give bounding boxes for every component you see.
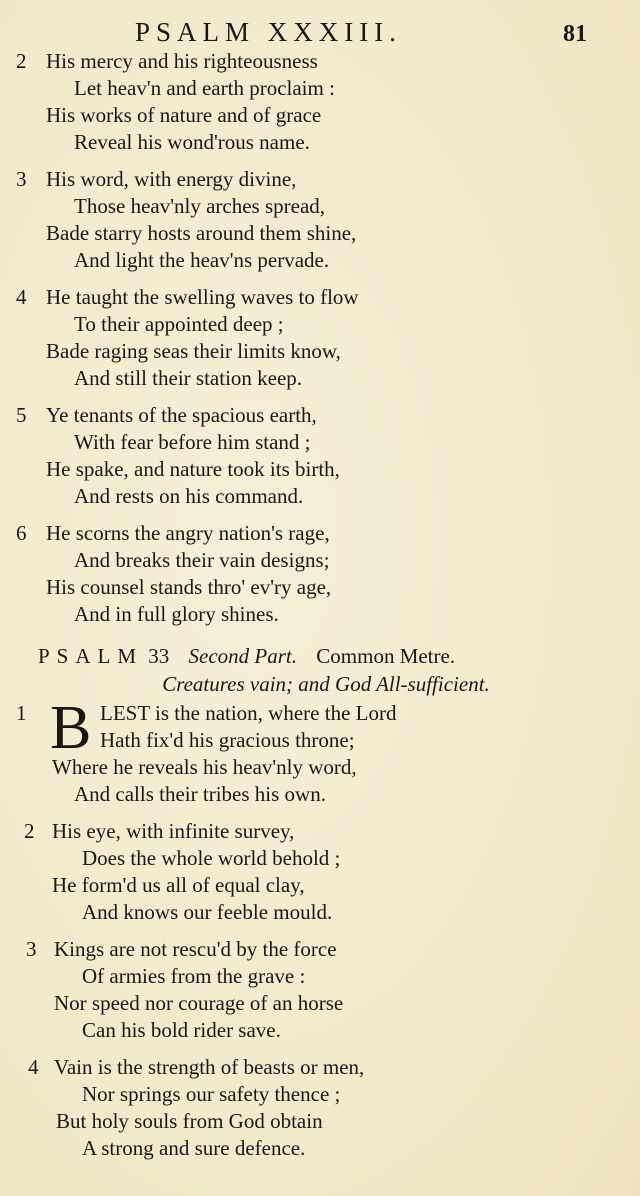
stanza-number: 6 bbox=[16, 521, 27, 545]
verse-line: Kings are not rescu'd by the force bbox=[54, 937, 337, 961]
verse-line: Does the whole world behold ; bbox=[82, 846, 341, 870]
stanza-number: 4 bbox=[16, 285, 27, 309]
stanza-3-second-part bbox=[16, 936, 626, 1044]
section-heading bbox=[16, 642, 626, 671]
verse-line: And knows our feeble mould. bbox=[82, 900, 333, 924]
verse-line: Of armies from the grave : bbox=[82, 964, 306, 988]
verse-line: He spake, and nature took its birth, bbox=[46, 457, 340, 481]
page-header bbox=[0, 14, 640, 50]
verse-line: And rests on his command. bbox=[74, 484, 304, 508]
verse-line: Those heav'nly arches spread, bbox=[74, 194, 326, 218]
verse-line: His mercy and his righteousness bbox=[46, 49, 318, 73]
verse-line: His eye, with infinite survey, bbox=[52, 819, 295, 843]
verse-line: He form'd us all of equal clay, bbox=[52, 873, 305, 897]
psalm-label: PSALM bbox=[38, 644, 144, 668]
running-title: PSALM XXXIII. bbox=[135, 17, 402, 47]
verse-line: A strong and sure defence. bbox=[82, 1136, 306, 1160]
stanza-number: 5 bbox=[16, 403, 27, 427]
stanza-2-second-part bbox=[16, 818, 626, 926]
verse-line: To their appointed deep ; bbox=[74, 312, 284, 336]
verse-line: Ye tenants of the spacious earth, bbox=[46, 403, 317, 427]
verse-line: He taught the swelling waves to flow bbox=[46, 285, 359, 309]
metre-label: Common Metre. bbox=[316, 644, 456, 668]
stanza-2 bbox=[16, 48, 626, 156]
verse-line: His counsel stands thro' ev'ry age, bbox=[46, 575, 332, 599]
stanza-number: 2 bbox=[16, 49, 27, 73]
verse-line: Bade raging seas their limits know, bbox=[46, 339, 341, 363]
verse-line: Reveal his wond'rous name. bbox=[74, 130, 310, 154]
stanza-number: 2 bbox=[24, 819, 35, 843]
verse-line: Can his bold rider save. bbox=[82, 1018, 281, 1042]
stanza-number: 3 bbox=[26, 937, 37, 961]
page-number: 81 bbox=[563, 21, 587, 47]
verse-line: And calls their tribes his own. bbox=[74, 782, 326, 806]
verse-line: Where he reveals his heav'nly word, bbox=[52, 755, 357, 779]
verse-line: Vain is the strength of beasts or men, bbox=[54, 1055, 365, 1079]
verse-line: Hath fix'd his gracious throne; bbox=[100, 728, 355, 752]
verse-line: And still their station keep. bbox=[74, 366, 303, 390]
stanza-4-second-part bbox=[16, 1054, 626, 1162]
verse-line: His works of nature and of grace bbox=[46, 103, 322, 127]
verse-line: And light the heav'ns pervade. bbox=[74, 248, 330, 272]
verse-line: Nor springs our safety thence ; bbox=[82, 1082, 341, 1106]
hymn-text bbox=[16, 48, 626, 1172]
verse-line: With fear before him stand ; bbox=[74, 430, 311, 454]
stanza-1-second-part bbox=[16, 694, 626, 808]
part-label: Second Part. bbox=[188, 644, 298, 668]
drop-capital: B bbox=[50, 694, 92, 762]
stanza-5 bbox=[16, 402, 626, 510]
stanza-4 bbox=[16, 284, 626, 392]
stanza-number: 3 bbox=[16, 167, 27, 191]
verse-line: His word, with energy divine, bbox=[46, 167, 297, 191]
section-subtitle: Creatures vain; and God All-sufficient. bbox=[162, 672, 490, 696]
stanza-6 bbox=[16, 520, 626, 628]
verse-line: He scorns the angry nation's rage, bbox=[46, 521, 330, 545]
verse-line: And in full glory shines. bbox=[74, 602, 279, 626]
verse-line: But holy souls from God obtain bbox=[56, 1109, 323, 1133]
verse-line: Bade starry hosts around them shine, bbox=[46, 221, 357, 245]
stanza-number: 1 bbox=[16, 701, 27, 725]
verse-line: Nor speed nor courage of an horse bbox=[54, 991, 344, 1015]
verse-line: LEST is the nation, where the Lord bbox=[100, 701, 397, 725]
verse-line: Let heav'n and earth proclaim : bbox=[74, 76, 335, 100]
stanza-number: 4 bbox=[28, 1055, 39, 1079]
verse-line: And breaks their vain designs; bbox=[74, 548, 330, 572]
psalm-number: 33 bbox=[148, 644, 170, 668]
stanza-3 bbox=[16, 166, 626, 274]
